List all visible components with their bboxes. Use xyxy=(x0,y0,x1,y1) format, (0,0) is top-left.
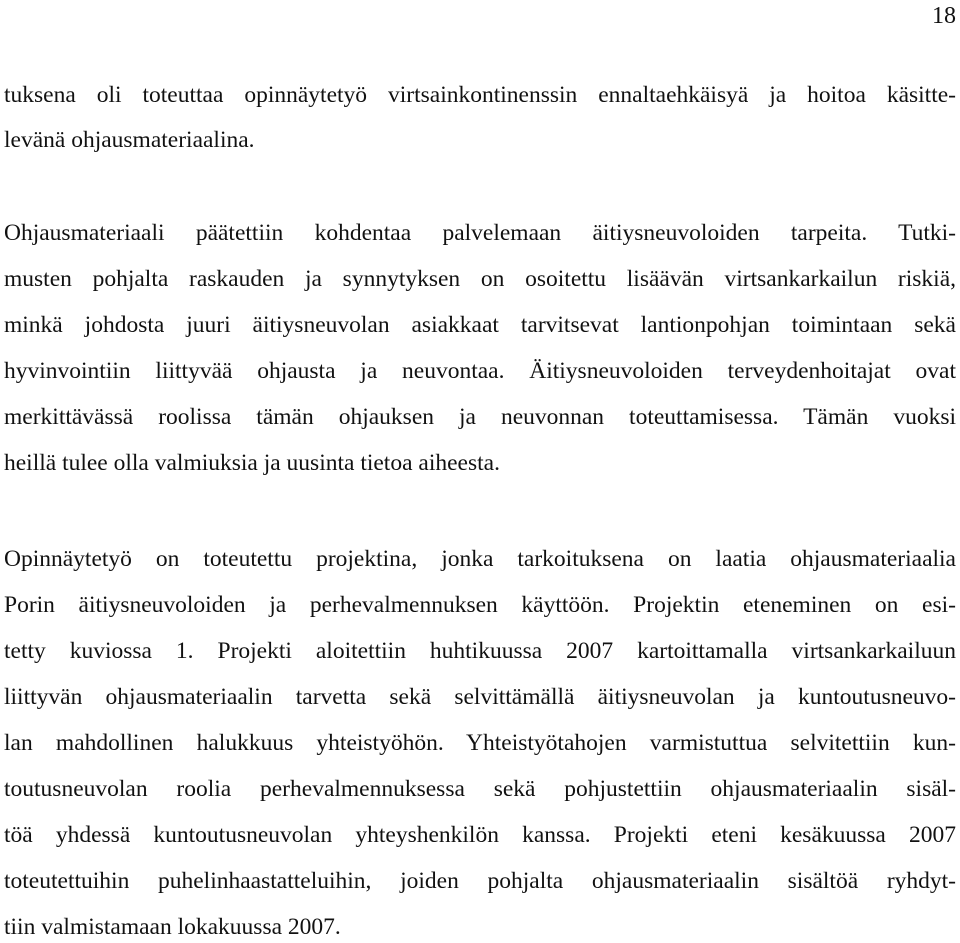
paragraph-line: heillä tulee olla valmiuksia ja uusinta tietoa aiheesta. xyxy=(4,450,500,476)
page-number: 18 xyxy=(932,3,956,29)
paragraph-line: töä yhdessä kuntoutusneuvolan yhteyshenkilön kanssa. Projekti eteni kesäkuussa 2007 xyxy=(4,822,956,848)
paragraph-line: musten pohjalta raskauden ja synnytyksen on osoitettu lisäävän virtsankarkailun riskiä, xyxy=(4,266,956,292)
paragraph-line: lan mahdollinen halukkuus yhteistyöhön. Yhteistyötahojen varmistuttua selvitettiin kun- xyxy=(4,730,956,756)
paragraph-line: levänä ohjausmateriaalina. xyxy=(4,127,255,153)
paragraph-line: Porin äitiysneuvoloiden ja perhevalmennuksen käyttöön. Projektin eteneminen on esi- xyxy=(4,592,956,618)
paragraph-line: minkä johdosta juuri äitiysneuvolan asiakkaat tarvitsevat lantionpohjan toimintaan sekä xyxy=(4,312,956,338)
paragraph-line: toutusneuvolan roolia perhevalmennuksessa sekä pohjustettiin ohjausmateriaalin sisäl- xyxy=(4,776,956,802)
paragraph-line: toteutettuihin puhelinhaastatteluihin, joiden pohjalta ohjausmateriaalin sisältöä ryhdyt- xyxy=(4,868,956,894)
paragraph-line: Opinnäytetyö on toteutettu projektina, jonka tarkoituksena on laatia ohjausmateriaalia xyxy=(4,546,956,572)
paragraph-line: tiin valmistamaan lokakuussa 2007. xyxy=(4,914,341,940)
paragraph-line: liittyvän ohjausmateriaalin tarvetta sekä selvittämällä äitiysneuvolan ja kuntoutusneuvo- xyxy=(4,684,956,710)
paragraph-line: hyvinvointiin liittyvää ohjausta ja neuvontaa. Äitiysneuvoloiden terveydenhoitajat ovat xyxy=(4,358,956,384)
paragraph-line: Ohjausmateriaali päätettiin kohdentaa palvelemaan äitiysneuvoloiden tarpeita. Tutki- xyxy=(4,220,956,246)
paragraph-line: merkittävässä roolissa tämän ohjauksen ja neuvonnan toteuttamisessa. Tämän vuoksi xyxy=(4,404,956,430)
paragraph-line: tuksena oli toteuttaa opinnäytetyö virtsainkontinenssin ennaltaehkäisyä ja hoitoa käsitte- xyxy=(4,82,956,108)
paragraph-line: tetty kuviossa 1. Projekti aloitettiin huhtikuussa 2007 kartoittamalla virtsankarkailuun xyxy=(4,638,956,664)
